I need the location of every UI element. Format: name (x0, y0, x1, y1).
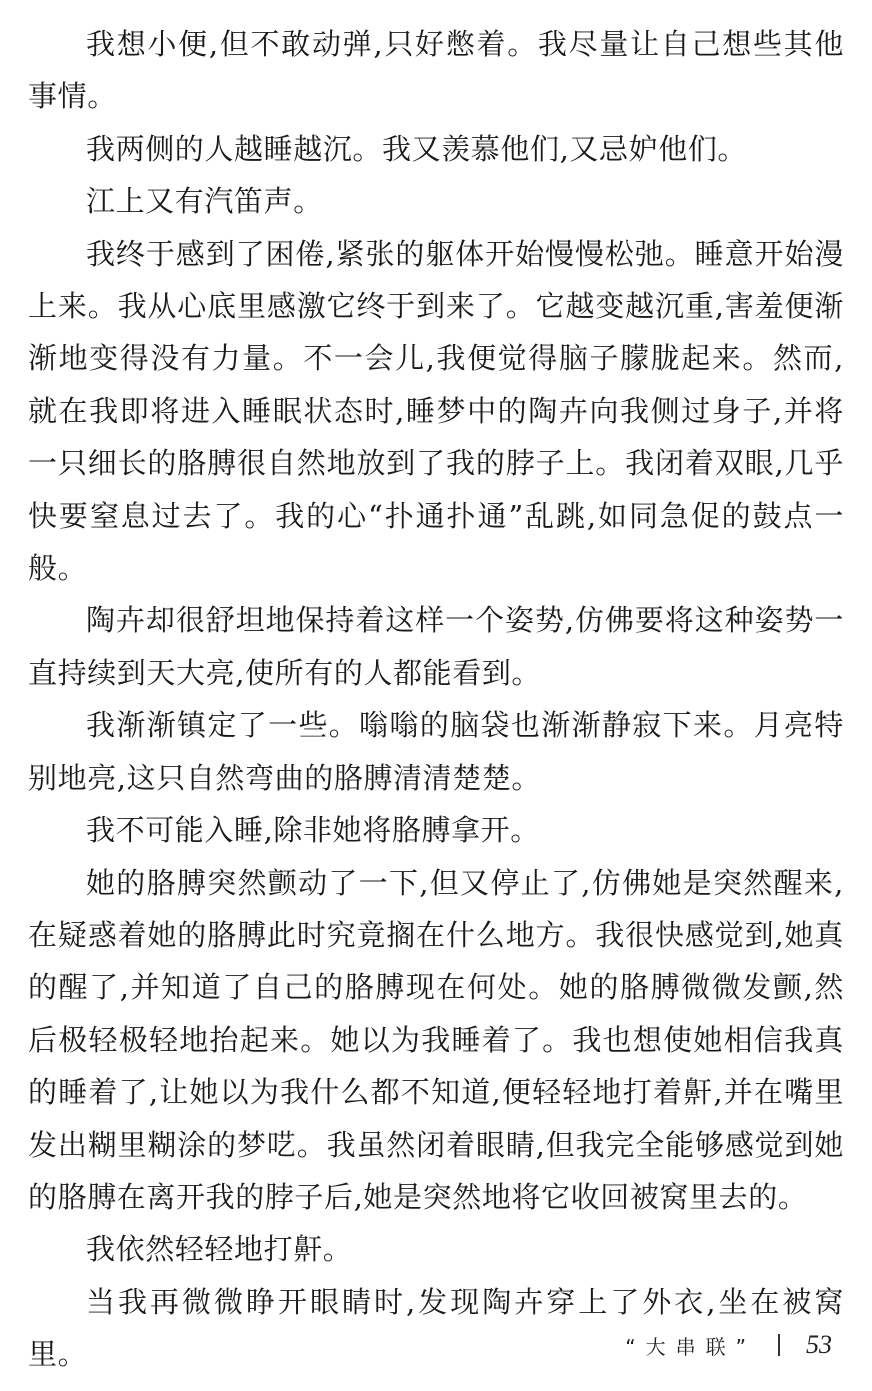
paragraph: 她的胳膊突然颤动了一下,但又停止了,仿佛她是突然醒来,在疑惑着她的胳膊此时究竟搁在什么地方。我很快感觉到,她真的醒了,并知道了自己的胳膊现在何处。她的胳膊微微发颤,然后极轻极轻地抬起来。她以为我睡着了。我也想使她相信我真的睡着了,让她以为我什么都不知道,便轻轻地打着鼾,并在嘴里发出糊里糊涂的梦呓。我虽然闭着眼睛,但我完全能够感觉到她的胳膊在离开我的脖子后,她是突然地将它收回被窝里去的。 (28, 865, 844, 1214)
page-number: 53 (806, 1330, 832, 1359)
footer-divider (778, 1334, 780, 1356)
paragraph: 江上又有汽笛声。 (86, 184, 323, 219)
paragraph: 我终于感到了困倦,紧张的躯体开始慢慢松弛。睡意开始漫上来。我从心底里感激它终于到来了。它越变越沉重,害羞便渐渐地变得没有力量。不一会儿,我便觉得脑子朦胧起来。然而,就在我即将进入睡眠状态时,睡梦中的陶卉向我侧过身子,并将一只细长的胳膊很自然地放到了我的脖子上。我闭着双眼,几乎快要窒息过去了。我的心“扑通扑通”乱跳,如同急促的鼓点一般。 (28, 236, 844, 586)
paragraph: 我不可能入睡,除非她将胳膊拿开。 (86, 813, 540, 848)
running-title: “大串联” (625, 1334, 756, 1359)
paragraph: 我渐渐镇定了一些。嗡嗡的脑袋也渐渐静寂下来。月亮特别地亮,这只自然弯曲的胳膊清清楚楚。 (28, 708, 844, 795)
paragraph: 当我再微微睁开眼睛时,发现陶卉穿上了外衣,坐在被窝里。 (28, 1284, 844, 1372)
paragraph: 我依然轻轻地打鼾。 (86, 1232, 353, 1267)
paragraph: 我两侧的人越睡越沉。我又羡慕他们,又忌妒他们。 (86, 131, 748, 166)
page-body (28, 18, 844, 1381)
paragraph: 陶卉却很舒坦地保持着这样一个姿势,仿佛要将这种姿势一直持续到天大亮,使所有的人都能看到。 (28, 603, 844, 690)
paragraph: 我想小便,但不敢动弹,只好憋着。我尽量让自己想些其他事情。 (28, 27, 844, 114)
page-footer (625, 1330, 832, 1360)
